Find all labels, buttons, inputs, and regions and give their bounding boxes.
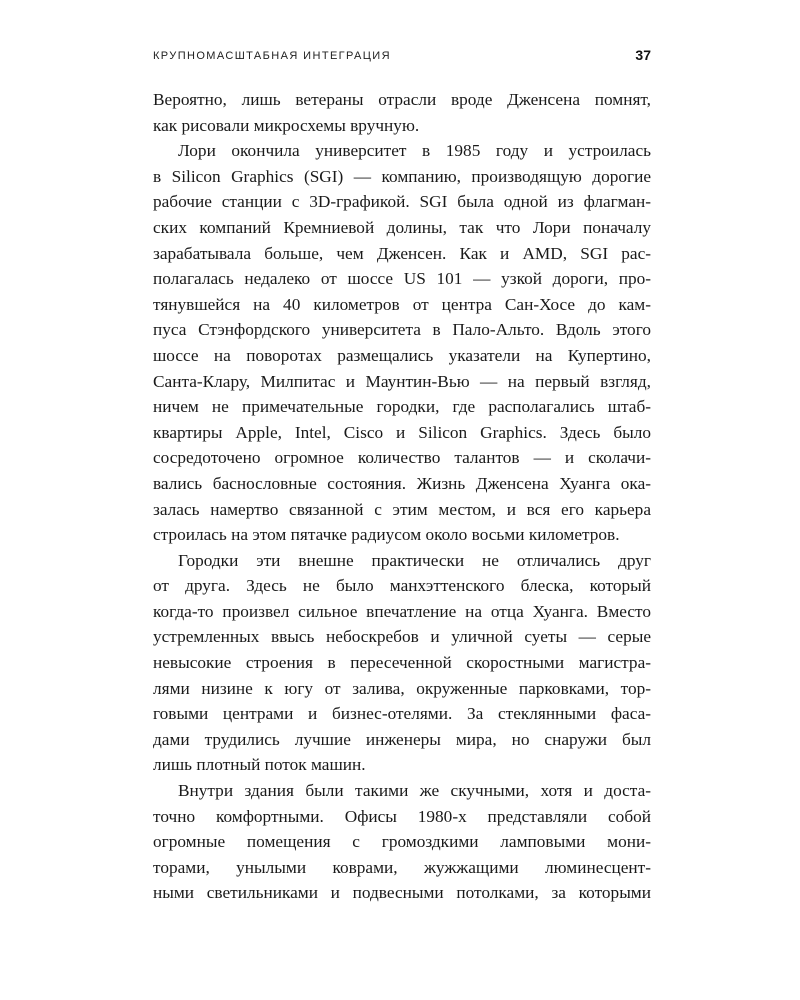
- text-line: в Silicon Graphics (SGI) — компанию, производящую дорогие: [153, 166, 651, 186]
- text-line: пуса Стэнфордского университета в Пало-Альто. Вдоль этого: [153, 320, 651, 340]
- text-line: как рисовали микросхемы вручную.: [153, 115, 420, 135]
- text-line: строилась на этом пятачке радиусом около восьми километров.: [153, 525, 620, 545]
- chapter-title: КРУПНОМАСШТАБНАЯ ИНТЕГРАЦИЯ: [153, 50, 391, 62]
- text-line: когда-то произвел сильное впечатление на отца Хуанга. Вместо: [153, 601, 651, 621]
- text-line: зарабатывала больше, чем Дженсен. Как и AMD, SGI рас-: [153, 243, 651, 263]
- text-line: невысокие строения в пересеченной скоростными магистра-: [153, 653, 651, 673]
- text-line: вались баснословные состояния. Жизнь Дженсена Хуанга ока-: [153, 473, 651, 493]
- text-line: шоссе на поворотах размещались указатели на Купертино,: [153, 345, 651, 365]
- text-line: Вероятно, лишь ветераны отрасли вроде Дженсена помнят,: [153, 90, 651, 109]
- text-line: точно комфортными. Офисы 1980-х представляли собой: [153, 806, 651, 826]
- text-line: залась намертво связанной с этим местом, и вся его карьера: [153, 499, 651, 519]
- text-line: от друга. Здесь не было манхэттенского блеска, который: [153, 576, 651, 596]
- text-line: ничем не примечательные городки, где располагались штаб-: [153, 397, 651, 417]
- page-number: 37: [635, 47, 651, 63]
- text-line: Внутри здания были такими же скучными, хотя и доста-: [178, 781, 651, 801]
- text-line: торами, унылыми коврами, жужжащими люминесцент-: [153, 857, 651, 877]
- text-line: ских компаний Кремниевой долины, так что Лори поначалу: [153, 217, 651, 237]
- text-line: огромные помещения с громоздкими ламповыми мони-: [153, 832, 651, 852]
- text-line: Лори окончила университет в 1985 году и устроилась: [178, 141, 651, 161]
- text-line: тянувшейся на 40 километров от центра Сан-Хосе до кам-: [153, 294, 651, 314]
- running-header: [153, 47, 651, 67]
- text-line: дами трудились лучшие инженеры мира, но снаружи был: [153, 729, 651, 749]
- text-line: рабочие станции с 3D-графикой. SGI была одной из флагман-: [153, 192, 651, 212]
- text-line: лями низине к югу от залива, окруженные парковками, тор-: [153, 678, 651, 698]
- text-line: сосредоточено огромное количество талантов — и сколачи-: [153, 448, 651, 468]
- text-line: ными светильниками и подвесными потолками, за которыми: [153, 883, 651, 903]
- text-line: устремленных ввысь небоскребов и уличной суеты — серые: [153, 627, 651, 647]
- text-line: квартиры Apple, Intel, Cisco и Silicon Graphics. Здесь было: [153, 422, 651, 442]
- text-line: лишь плотный поток машин.: [153, 755, 366, 775]
- text-line: Городки эти внешне практически не отличались друг: [178, 550, 651, 570]
- text-line: Санта-Клару, Милпитас и Маунтин-Вью — на первый взгляд,: [153, 371, 651, 391]
- text-line: говыми центрами и бизнес-отелями. За стеклянными фаса-: [153, 704, 651, 724]
- text-line: полагалась недалеко от шоссе US 101 — узкой дороги, про-: [153, 269, 651, 289]
- body-text: [153, 87, 651, 906]
